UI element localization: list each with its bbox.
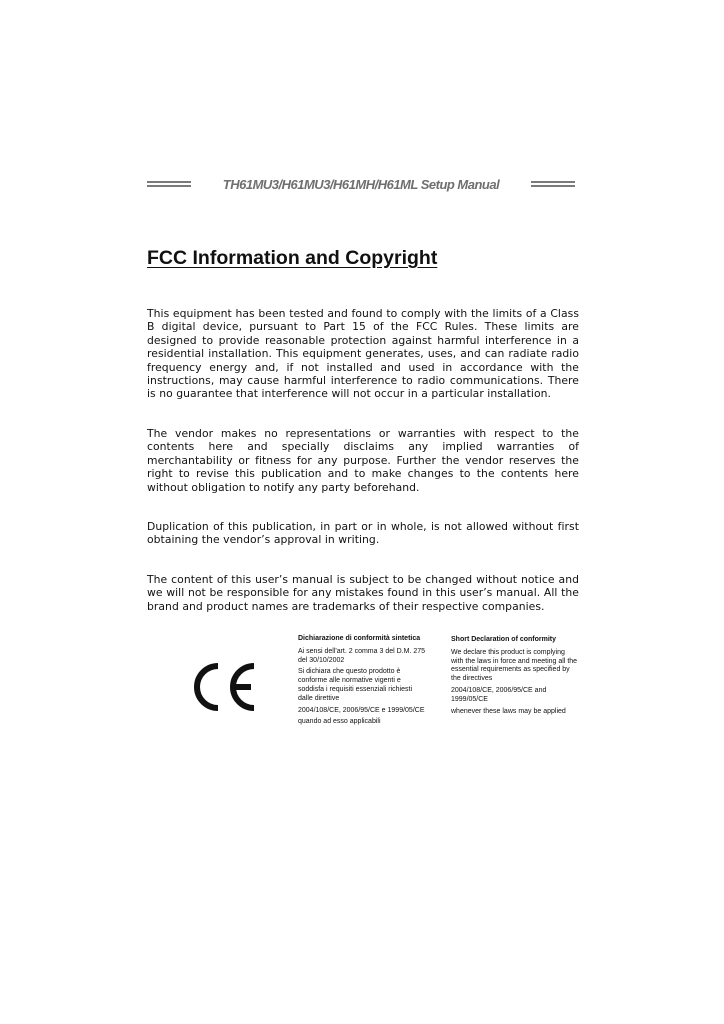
english-declaration (451, 636, 579, 719)
duplication-paragraph: Duplication of this publication, in part or in whole, is not allowed without first obtaining the vendor’s approval in writing. (147, 520, 579, 547)
warranty-disclaimer-paragraph: The vendor makes no representations or warranties with respect to the contents here and specially disclaims any implied warranties of merchantability or fitness for any purpose. Further the vendor reserves the right to revise this publication and to make changes to the contents here without obligation to notify any party beforehand. (147, 427, 579, 494)
page-title: FCC Information and Copyright (147, 247, 438, 269)
italian-declaration-line: Si dichiara che questo prodotto è conforme alle normative vigenti e soddisfa i requisiti essenziali richiesti dalle direttive (298, 668, 412, 702)
italian-declaration-line: 2004/108/CE, 2006/95/CE e 1999/05/CE (298, 706, 425, 714)
italian-declaration-title: Dichiarazione di conformità sintetica (298, 635, 421, 642)
header-rule-right (531, 181, 575, 187)
ce-mark-icon (188, 662, 260, 712)
content-change-paragraph: The content of this user’s manual is subject to be changed without notice and we will not be responsible for any mistakes found in this user’s manual. All the brand and product names are trademarks of their respective companies. (147, 573, 579, 613)
italian-declaration (298, 635, 426, 730)
fcc-compliance-paragraph: This equipment has been tested and found to comply with the limits of a Class B digital device, pursuant to Part 15 of the FCC Rules. These limits are designed to provide reasonable protection against harmful interference in a residential installation. This equipment generates, uses, and can radiate radio frequency energy and, if not installed and used in accordance with the instructions, may cause harmful interference to radio communications. There is no guarantee that interference will not occur in a particular installation. (147, 307, 579, 401)
header-rule-left (147, 181, 191, 187)
manual-title: TH61MU3/H61MU3/H61MH/H61ML Setup Manual (222, 176, 500, 192)
english-declaration-line: We declare this product is complying with the laws in force and meeting all the essential requirements as specified by the directives (451, 648, 578, 683)
english-declaration-line: 2004/108/CE, 2006/95/CE and 1999/05/CE (451, 686, 547, 703)
italian-declaration-line: Ai sensi dell'art. 2 comma 3 del D.M. 275 del 30/10/2002 (298, 647, 426, 664)
english-declaration-title: Short Declaration of conformity (451, 636, 557, 643)
italian-declaration-line: quando ad esso applicabili (298, 718, 381, 726)
english-declaration-line: whenever these laws may be applied (451, 707, 566, 715)
page-header (147, 174, 575, 194)
